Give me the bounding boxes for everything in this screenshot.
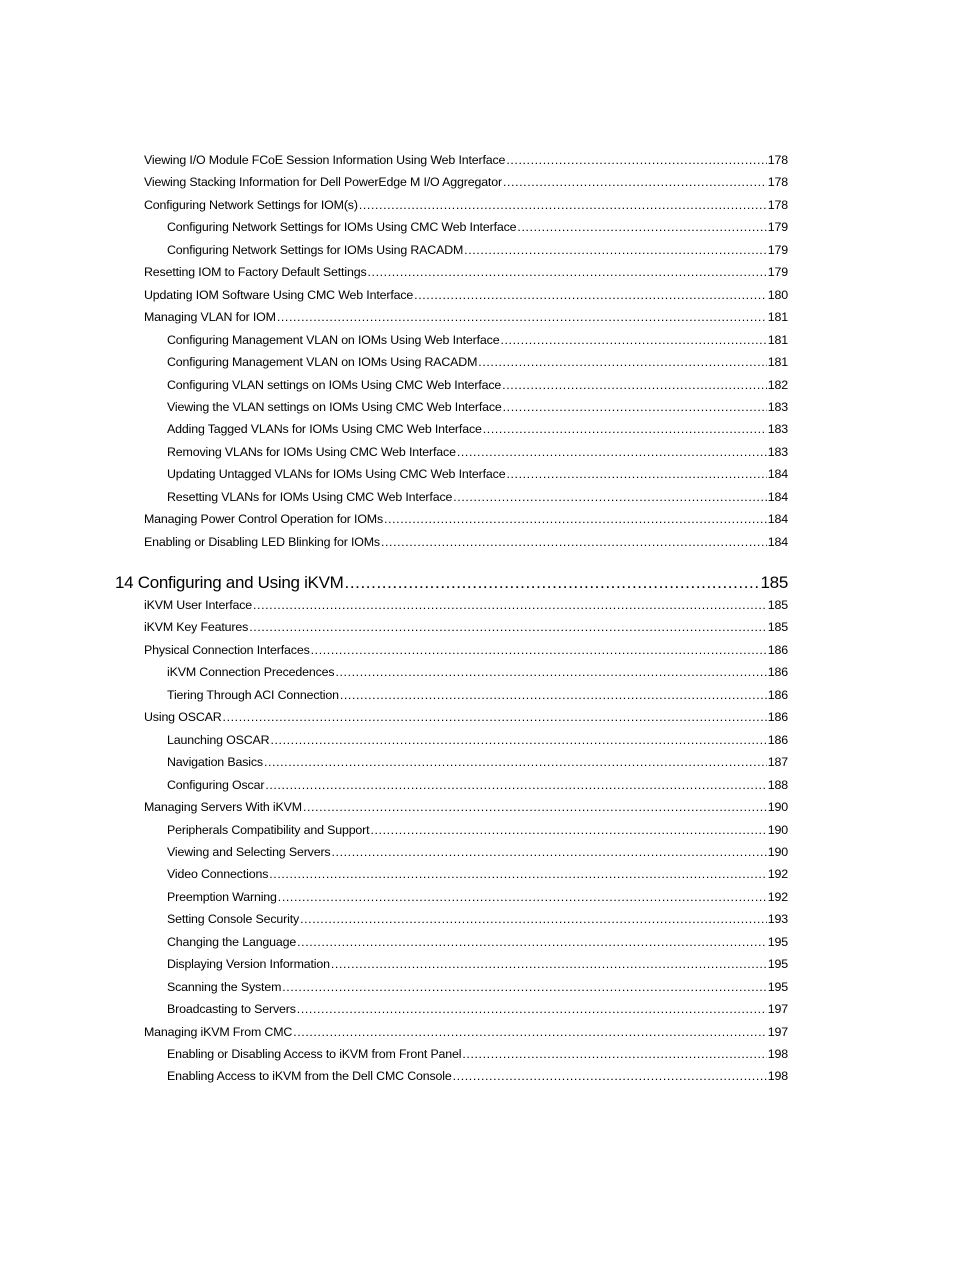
toc-entry-page-number: 181: [767, 355, 788, 369]
toc-dot-leader: [293, 1022, 767, 1042]
toc-entry-title: Enabling or Disabling LED Blinking for IOMs: [144, 535, 380, 549]
toc-dot-leader: [253, 595, 767, 615]
toc-entry[interactable]: [167, 397, 788, 417]
toc-entry-page-number: 180: [767, 288, 788, 302]
toc-entry-title: Configuring Management VLAN on IOMs Using Web Interface: [167, 333, 500, 347]
toc-entry-title: Preemption Warning: [167, 890, 277, 904]
toc-dot-leader: [269, 864, 767, 884]
toc-entry-page-number: 185: [767, 620, 788, 634]
toc-entry-page-number: 186: [767, 710, 788, 724]
toc-entry-title: Configuring Network Settings for IOMs Using CMC Web Interface: [167, 220, 517, 234]
toc-entry-page-number: 190: [767, 845, 788, 859]
toc-entry[interactable]: [144, 285, 788, 305]
toc-dot-leader: [464, 240, 767, 260]
toc-entry[interactable]: [167, 240, 788, 260]
toc-entry-title: Managing VLAN for IOM: [144, 310, 276, 324]
toc-entry-page-number: 195: [767, 980, 788, 994]
toc-entry[interactable]: [167, 730, 788, 750]
toc-entry-page-number: 197: [767, 1002, 788, 1016]
toc-entry[interactable]: [167, 752, 788, 772]
toc-entry[interactable]: [167, 419, 788, 439]
toc-dot-leader: [249, 617, 767, 637]
toc-entry-title: Updating Untagged VLANs for IOMs Using CMC Web Interface: [167, 467, 506, 481]
toc-entry[interactable]: [144, 262, 788, 282]
toc-entry[interactable]: [144, 509, 788, 529]
toc-dot-leader: [503, 397, 767, 417]
toc-entry[interactable]: [144, 595, 788, 615]
toc-entry-page-number: 186: [767, 643, 788, 657]
toc-dot-leader: [223, 707, 767, 727]
toc-dot-leader: [297, 932, 767, 952]
toc-entry-page-number: 190: [767, 823, 788, 837]
toc-entry-page-number: 179: [767, 265, 788, 279]
toc-dot-leader: [502, 375, 767, 395]
toc-entry-title: Enabling or Disabling Access to iKVM from Front Panel: [167, 1047, 462, 1061]
toc-entry-page-number: 183: [767, 422, 788, 436]
toc-dot-leader: [462, 1044, 766, 1064]
toc-dot-leader: [483, 419, 767, 439]
toc-entry-page-number: 184: [767, 512, 788, 526]
toc-entry-title: Managing Power Control Operation for IOMs: [144, 512, 384, 526]
toc-entry-title: Using OSCAR: [144, 710, 222, 724]
toc-entry-title: Setting Console Security: [167, 912, 300, 926]
toc-entry-title: Viewing the VLAN settings on IOMs Using CMC Web Interface: [167, 400, 502, 414]
toc-dot-leader: [300, 909, 767, 929]
toc-dot-leader: [478, 352, 766, 372]
toc-entry[interactable]: [167, 1066, 788, 1086]
toc-entry[interactable]: [167, 909, 788, 929]
toc-entry[interactable]: [167, 864, 788, 884]
toc-dot-leader: [506, 150, 766, 170]
toc-entry[interactable]: [167, 662, 788, 682]
toc-entry-title: iKVM Key Features: [144, 620, 249, 634]
toc-entry[interactable]: [167, 487, 788, 507]
toc-chapter-heading[interactable]: [115, 570, 788, 596]
toc-entry-page-number: 186: [767, 688, 788, 702]
toc-entry-title: Configuring Management VLAN on IOMs Using RACADM: [167, 355, 478, 369]
toc-entry[interactable]: [167, 442, 788, 462]
toc-entry[interactable]: [144, 640, 788, 660]
toc-dot-leader: [345, 570, 760, 596]
toc-dot-leader: [384, 509, 767, 529]
toc-dot-leader: [503, 172, 767, 192]
toc-entry[interactable]: [144, 150, 788, 170]
toc-entry-title: Scanning the System: [167, 980, 282, 994]
toc-entry-title: Configuring Network Settings for IOM(s): [144, 198, 358, 212]
toc-dot-leader: [500, 330, 766, 350]
toc-dot-leader: [335, 662, 766, 682]
toc-entry[interactable]: [167, 977, 788, 997]
toc-entry[interactable]: [144, 1022, 788, 1042]
toc-entry[interactable]: [167, 685, 788, 705]
toc-entry-title: Video Connections: [167, 867, 269, 881]
toc-entry[interactable]: [144, 307, 788, 327]
toc-entry-title: Enabling Access to iKVM from the Dell CMC Console: [167, 1069, 452, 1083]
toc-dot-leader: [381, 532, 767, 552]
toc-entry[interactable]: [144, 532, 788, 552]
toc-dot-leader: [367, 262, 766, 282]
toc-dot-leader: [303, 797, 767, 817]
toc-entry-page-number: 192: [767, 890, 788, 904]
toc-dot-leader: [340, 685, 767, 705]
toc-entry-page-number: 193: [767, 912, 788, 926]
toc-entry-title: Viewing Stacking Information for Dell PowerEdge M I/O Aggregator: [144, 175, 502, 189]
toc-dot-leader: [359, 195, 767, 215]
toc-entry[interactable]: [167, 954, 788, 974]
toc-dot-leader: [270, 730, 766, 750]
toc-dot-leader: [414, 285, 767, 305]
toc-entry-title: Peripherals Compatibility and Support: [167, 823, 370, 837]
toc-entry-page-number: 195: [767, 957, 788, 971]
toc-dot-leader: [265, 775, 766, 795]
toc-entry-page-number: 184: [767, 467, 788, 481]
toc-entry-page-number: 198: [767, 1069, 788, 1083]
toc-entry-title: Viewing and Selecting Servers: [167, 845, 331, 859]
toc-dot-leader: [331, 842, 766, 862]
toc-entry-page-number: 195: [767, 935, 788, 949]
toc-entry-title: Broadcasting to Servers: [167, 1002, 296, 1016]
toc-entry-title: Managing Servers With iKVM: [144, 800, 302, 814]
toc-dot-leader: [453, 487, 767, 507]
toc-entry-title: Removing VLANs for IOMs Using CMC Web Interface: [167, 445, 456, 459]
toc-entry[interactable]: [167, 932, 788, 952]
toc-dot-leader: [264, 752, 767, 772]
toc-entry-page-number: 185: [767, 598, 788, 612]
toc-entry-title: Viewing I/O Module FCoE Session Information Using Web Interface: [144, 153, 506, 167]
toc-entry-page-number: 178: [767, 198, 788, 212]
toc-entry[interactable]: [144, 797, 788, 817]
toc-entry[interactable]: [144, 195, 788, 215]
toc-entry-page-number: 197: [767, 1025, 788, 1039]
toc-entry[interactable]: [144, 172, 788, 192]
toc-entry-page-number: 178: [767, 175, 788, 189]
toc-entry-title: Configuring VLAN settings on IOMs Using CMC Web Interface: [167, 378, 502, 392]
toc-entry-title: Resetting IOM to Factory Default Settings: [144, 265, 367, 279]
toc-entry-page-number: 182: [767, 378, 788, 392]
toc-entry-title: Adding Tagged VLANs for IOMs Using CMC Web Interface: [167, 422, 482, 436]
toc-entry-page-number: 179: [767, 243, 788, 257]
toc-entry-title: Tiering Through ACI Connection: [167, 688, 339, 702]
toc-entry[interactable]: [167, 842, 788, 862]
toc-entry[interactable]: [167, 464, 788, 484]
toc-entry-page-number: 184: [767, 535, 788, 549]
toc-dot-leader: [331, 954, 767, 974]
toc-dot-leader: [506, 464, 766, 484]
toc-entry-title: Resetting VLANs for IOMs Using CMC Web Interface: [167, 490, 453, 504]
toc-entry-title: iKVM Connection Precedences: [167, 665, 335, 679]
toc-dot-leader: [278, 887, 767, 907]
toc-entry[interactable]: [144, 617, 788, 637]
toc-entry[interactable]: [167, 775, 788, 795]
toc-entry-page-number: 185: [760, 573, 788, 592]
toc-entry-title: Launching OSCAR: [167, 733, 270, 747]
toc-entry-title: iKVM User Interface: [144, 598, 253, 612]
toc-entry-page-number: 181: [767, 310, 788, 324]
toc-entry-title: Configuring Oscar: [167, 778, 265, 792]
toc-dot-leader: [311, 640, 767, 660]
toc-entry-title: Updating IOM Software Using CMC Web Interface: [144, 288, 414, 302]
toc-entry[interactable]: [167, 1044, 788, 1064]
toc-entry-title: Displaying Version Information: [167, 957, 330, 971]
toc-dot-leader: [517, 217, 766, 237]
toc-entry[interactable]: [167, 887, 788, 907]
toc-dot-leader: [370, 820, 766, 840]
toc-entry-title: Navigation Basics: [167, 755, 263, 769]
toc-entry-page-number: 188: [767, 778, 788, 792]
toc-entry-page-number: 190: [767, 800, 788, 814]
toc-entry[interactable]: [167, 217, 788, 237]
toc-entry-page-number: 187: [767, 755, 788, 769]
toc-dot-leader: [282, 977, 767, 997]
toc-dot-leader: [297, 999, 767, 1019]
toc-entry[interactable]: [167, 375, 788, 395]
toc-entry[interactable]: [167, 820, 788, 840]
toc-dot-leader: [453, 1066, 767, 1086]
toc-entry-page-number: 186: [767, 665, 788, 679]
toc-entry-page-number: 198: [767, 1047, 788, 1061]
toc-entry-title: Changing the Language: [167, 935, 297, 949]
toc-entry[interactable]: [167, 352, 788, 372]
toc-entry-page-number: 184: [767, 490, 788, 504]
toc-entry-page-number: 181: [767, 333, 788, 347]
toc-entry-page-number: 183: [767, 445, 788, 459]
toc-entry-title: Managing iKVM From CMC: [144, 1025, 293, 1039]
toc-dot-leader: [457, 442, 767, 462]
toc-entry-page-number: 178: [767, 153, 788, 167]
toc-entry-title: Physical Connection Interfaces: [144, 643, 310, 657]
toc-entry-page-number: 186: [767, 733, 788, 747]
toc-entry-title: 14 Configuring and Using iKVM: [115, 573, 344, 592]
toc-entry-page-number: 179: [767, 220, 788, 234]
toc-entry[interactable]: [144, 707, 788, 727]
toc-entry-page-number: 183: [767, 400, 788, 414]
toc-entry[interactable]: [167, 999, 788, 1019]
toc-entry-page-number: 192: [767, 867, 788, 881]
toc-dot-leader: [277, 307, 767, 327]
toc-entry-title: Configuring Network Settings for IOMs Using RACADM: [167, 243, 464, 257]
toc-entry[interactable]: [167, 330, 788, 350]
